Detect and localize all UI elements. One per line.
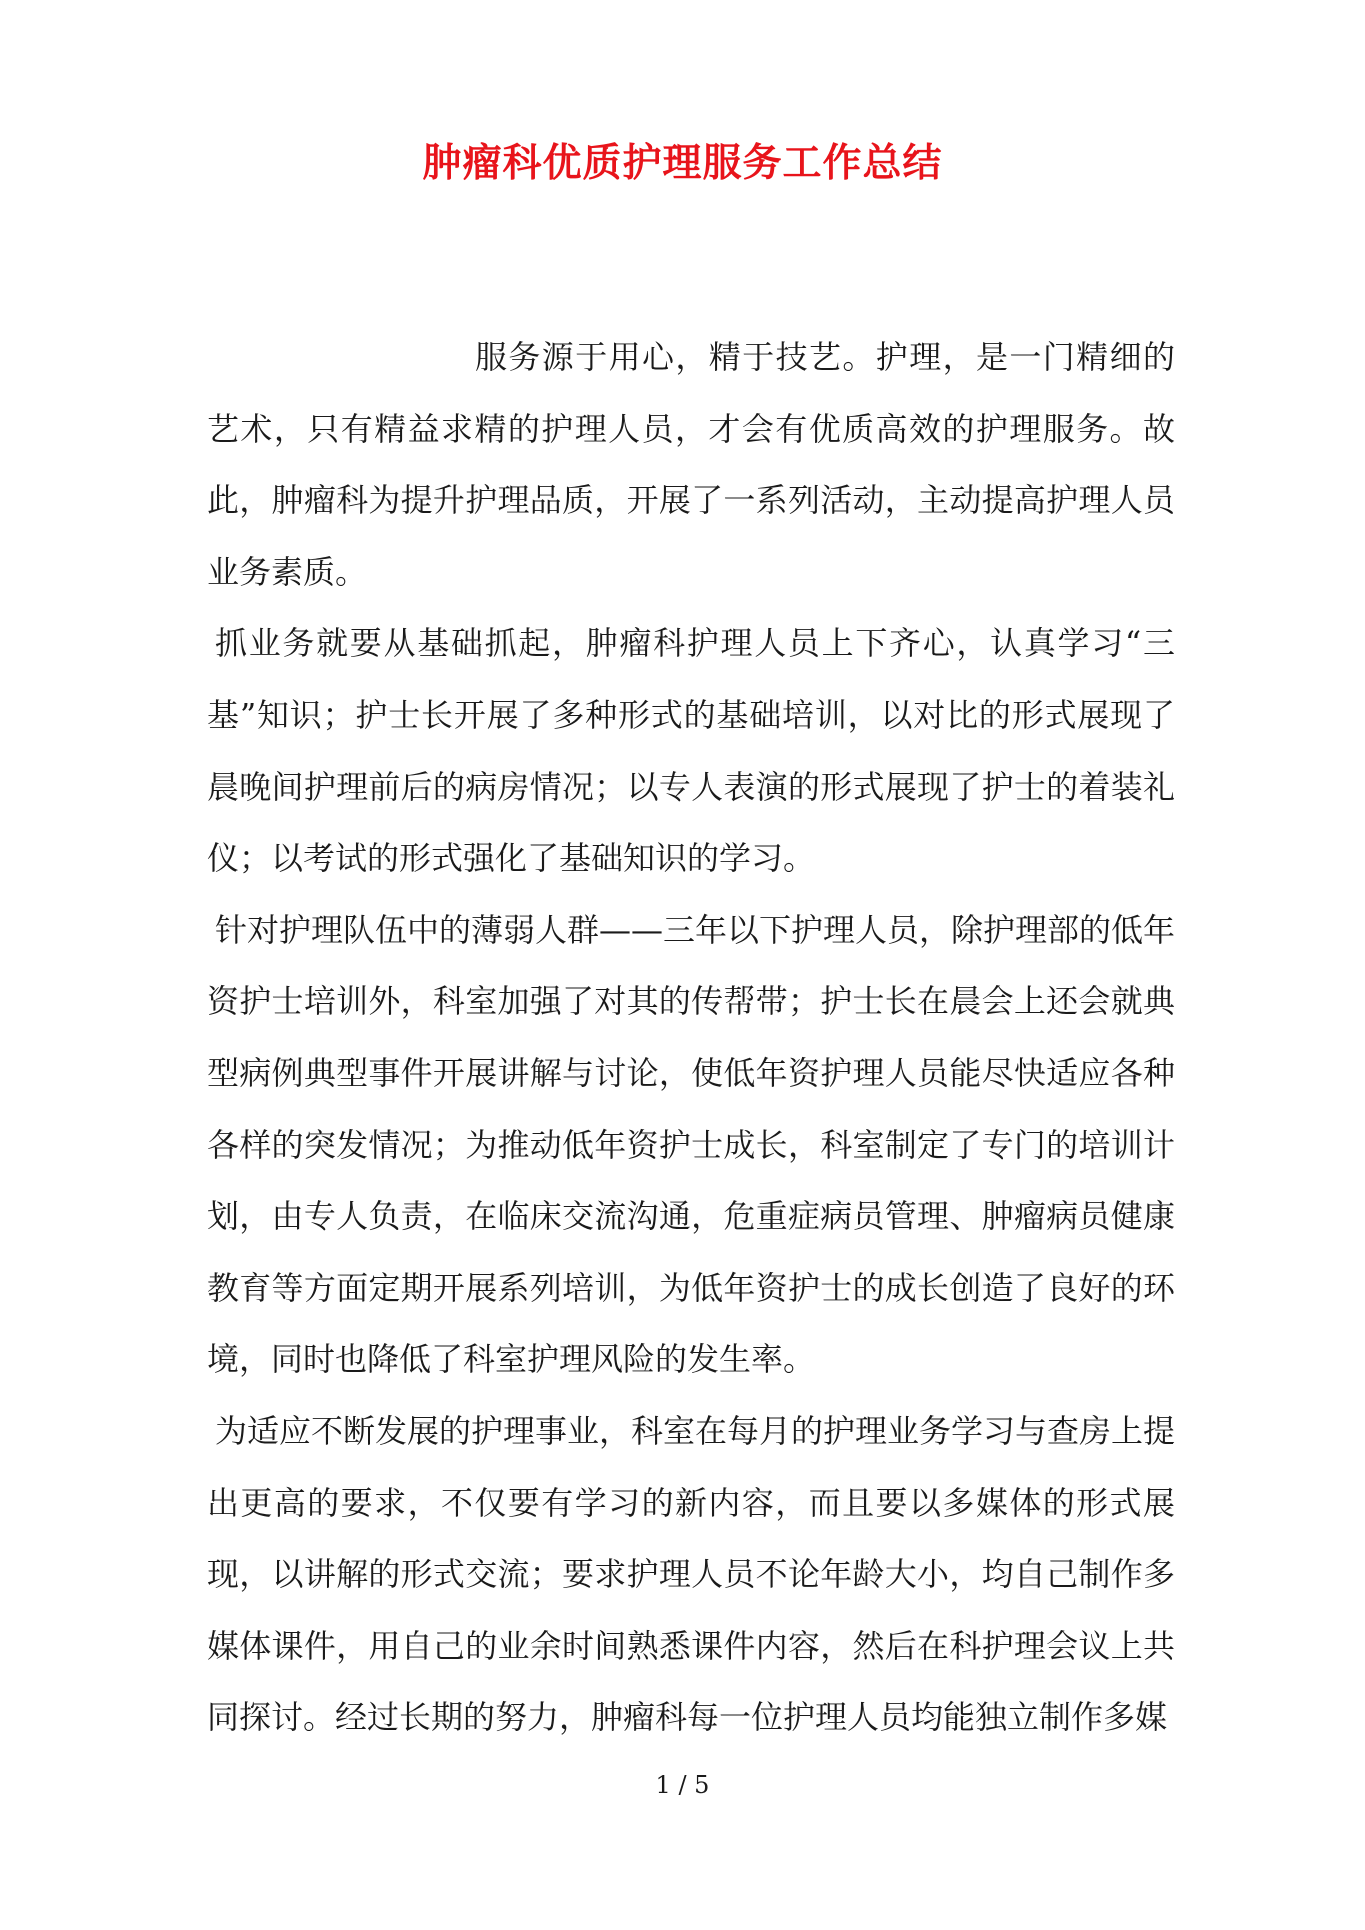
paragraph-2: 抓业务就要从基础抓起，肿瘤科护理人员上下齐心，认真学习“三基”知识；护士长开展了多种形式的基础培训，以对比的形式展现了晨晚间护理前后的病房情况；以专人表演的形式展现了护士的着装礼仪；以考试的形式强化了基础知识的学习。 <box>207 624 1175 878</box>
paragraph-1: 服务源于用心，精于技艺。护理，是一门精细的艺术，只有精益求精的护理人员，才会有优质高效的护理服务。故此，肿瘤科为提升护理品质，开展了一系列活动，主动提高护理人员业务素质。 <box>207 338 1175 591</box>
document-body <box>207 322 1175 1754</box>
page-number: 1 / 5 <box>655 1771 710 1799</box>
paragraph-4: 为适应不断发展的护理事业，科室在每月的护理业务学习与查房上提出更高的要求，不仅要有学习的新内容，而且要以多媒体的形式展现，以讲解的形式交流；要求护理人员不论年龄大小，均自己制作多媒体课件，用自己的业余时间熟悉课件内容，然后在科护理会议上共同探讨。经过长期的努力，肿瘤科每一位护理人员均能独立制作多媒 <box>207 1411 1176 1737</box>
document-title: 肿瘤科优质护理服务工作总结 <box>422 140 943 186</box>
paragraph-3: 针对护理队伍中的薄弱人群——三年以下护理人员，除护理部的低年资护士培训外，科室加强了对其的传帮带；护士长在晨会上还会就典型病例典型事件开展讲解与讨论，使低年资护理人员能尽快适应各种各样的突发情况；为推动低年资护士成长，科室制定了专门的培训计划，由专人负责，在临床交流沟通，危重症病员管理、肿瘤病员健康教育等方面定期开展系列培训，为低年资护士的成长创造了良好的环境，同时也降低了科室护理风险的发生率。 <box>207 910 1176 1379</box>
